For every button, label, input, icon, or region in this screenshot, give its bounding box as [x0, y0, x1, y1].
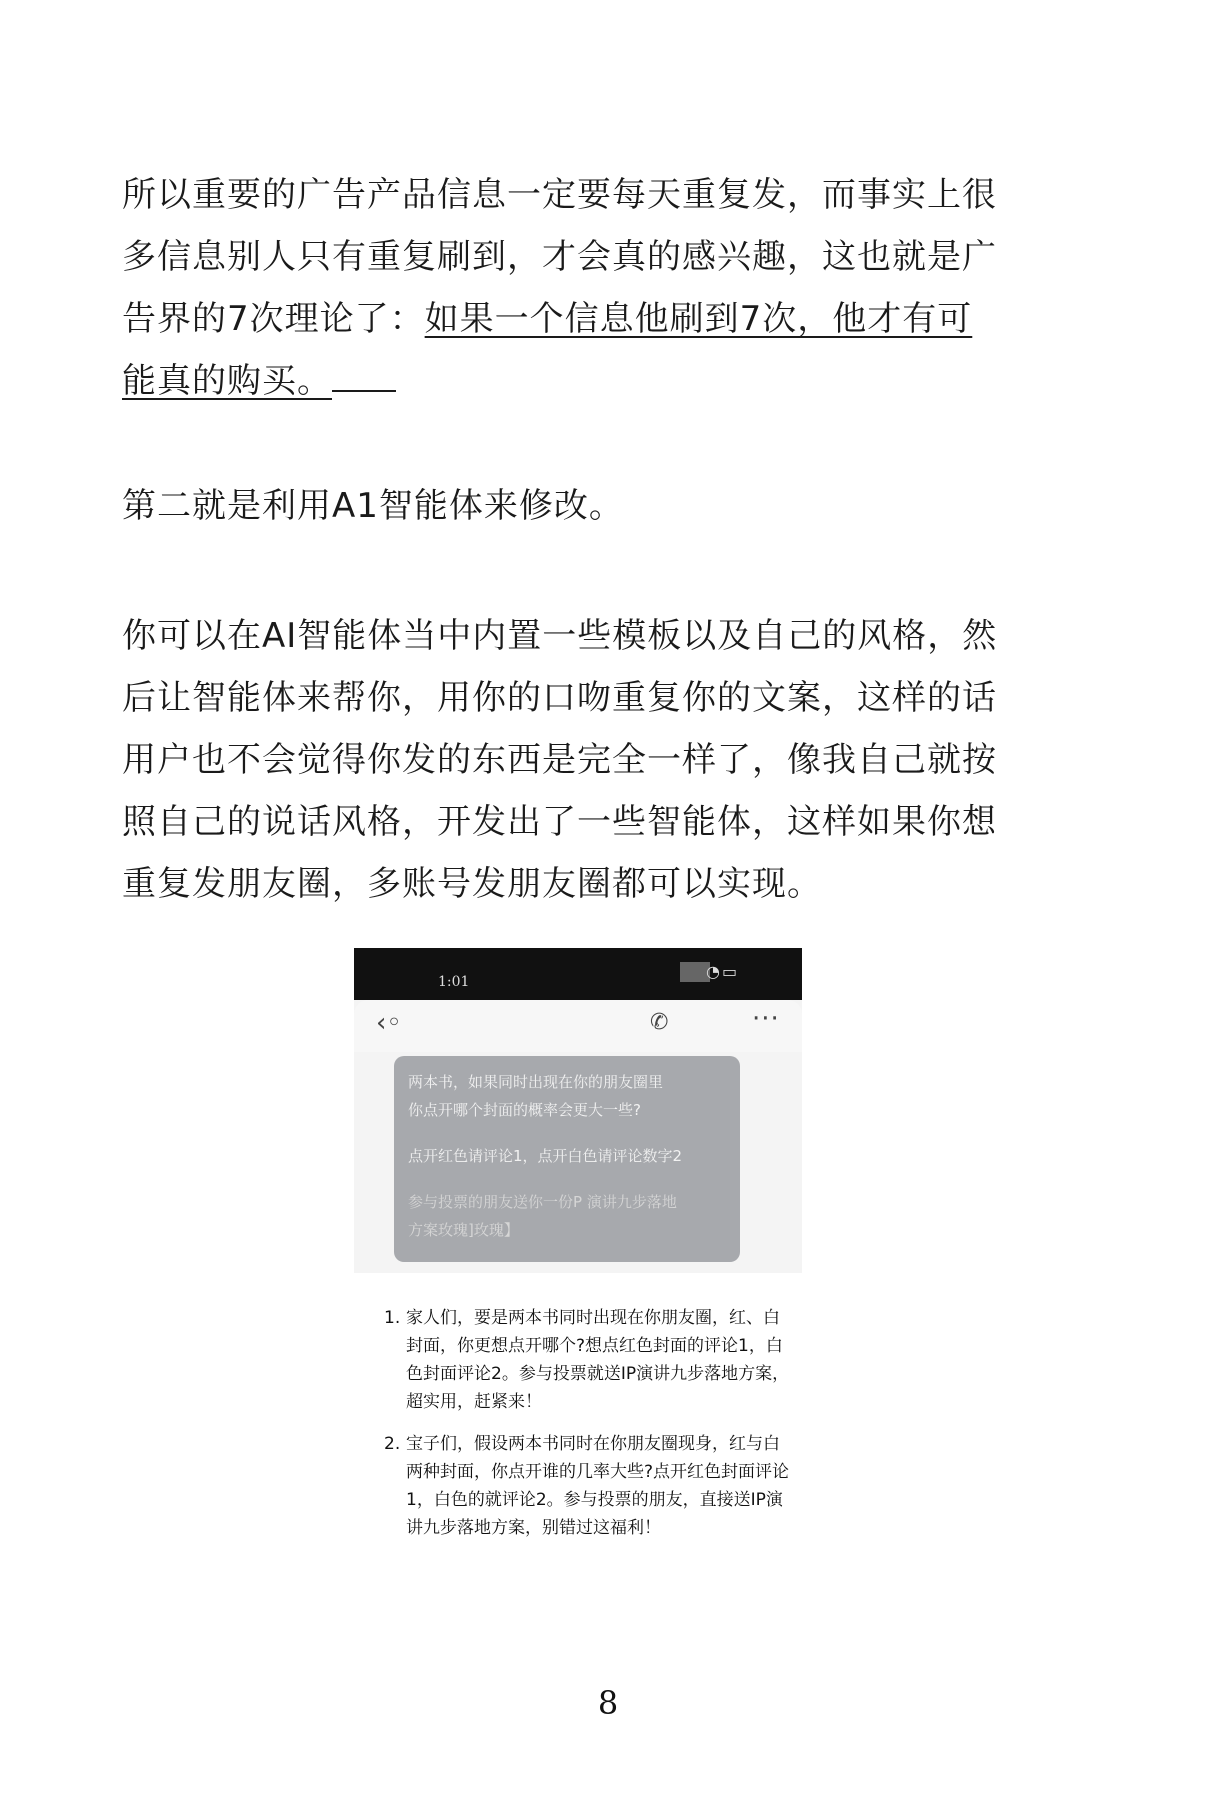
paragraph-ai-agent-intro: 第二就是利用A1智能体来修改。 — [122, 486, 624, 526]
underline-tail — [332, 362, 396, 392]
message-line: 两本书，如果同时出现在你的朋友圈里 — [408, 1073, 664, 1091]
message-bubble — [394, 1056, 740, 1262]
signal-battery-icon: ◔▭ — [706, 962, 740, 981]
paragraph-ai-agent-detail: 你可以在AI智能体当中内置一些模板以及自己的风格，然后让智能体来帮你，用你的口吻重复你的文案，这样的话用户也不会觉得你发的东西是完全一样了，像我自己就按照自己的说话风格，开发出了一些智能体，这样如果你想重复发朋友圈，多账号发朋友圈都可以实现。 — [122, 616, 998, 904]
message-line: 方案玫瑰]玫瑰】 — [408, 1221, 519, 1239]
message-line: 你点开哪个封面的概率会更大一些? — [408, 1101, 641, 1119]
chevron-left-icon[interactable]: ‹◦ — [376, 1008, 402, 1038]
list-number: 2. — [384, 1434, 401, 1454]
phone-screenshot — [354, 948, 802, 1273]
more-dots-icon[interactable]: ··· — [752, 1004, 780, 1034]
page-number: 8 — [597, 1684, 619, 1722]
status-bar — [354, 948, 802, 1000]
paragraph-seven-times-theory — [122, 164, 1002, 412]
list-text: 家人们，要是两本书同时出现在你朋友圈，红、白封面，你更想点开哪个?想点红色封面的评论1，白色封面评论2。参与投票就送IP演讲九步落地方案，超实用，赶紧来！ — [406, 1308, 790, 1412]
list-number: 1. — [384, 1308, 401, 1328]
underlined-text: 如果一个信息他刷到7次，他才有可能真的购买。 — [122, 299, 973, 401]
list-item — [384, 1430, 794, 1542]
list-item — [384, 1304, 794, 1416]
list-text: 宝子们，假设两本书同时在你朋友圈现身，红与白两种封面，你点开谁的几率大些?点开红色封面评论1，白色的就评论2。参与投票的朋友，直接送IP演讲九步落地方案，别错过这福利！ — [406, 1434, 790, 1538]
paragraph-text: 所以重要的广告产品信息一定要每天重复发，而事实上很多信息别人只有重复刷到，才会真的感兴趣，这也就是广告界的7次理论了： — [122, 175, 997, 339]
message-line: 参与投票的朋友送你一份P 演讲九步落地 — [408, 1193, 677, 1211]
message-line: 点开红色请评论1，点开白色请评论数字2 — [408, 1147, 683, 1165]
status-time: 1:01 — [438, 974, 470, 990]
chat-nav-bar — [354, 1000, 802, 1052]
rewrite-examples-list — [384, 1304, 794, 1556]
phone-icon[interactable]: ✆ — [650, 1010, 669, 1035]
